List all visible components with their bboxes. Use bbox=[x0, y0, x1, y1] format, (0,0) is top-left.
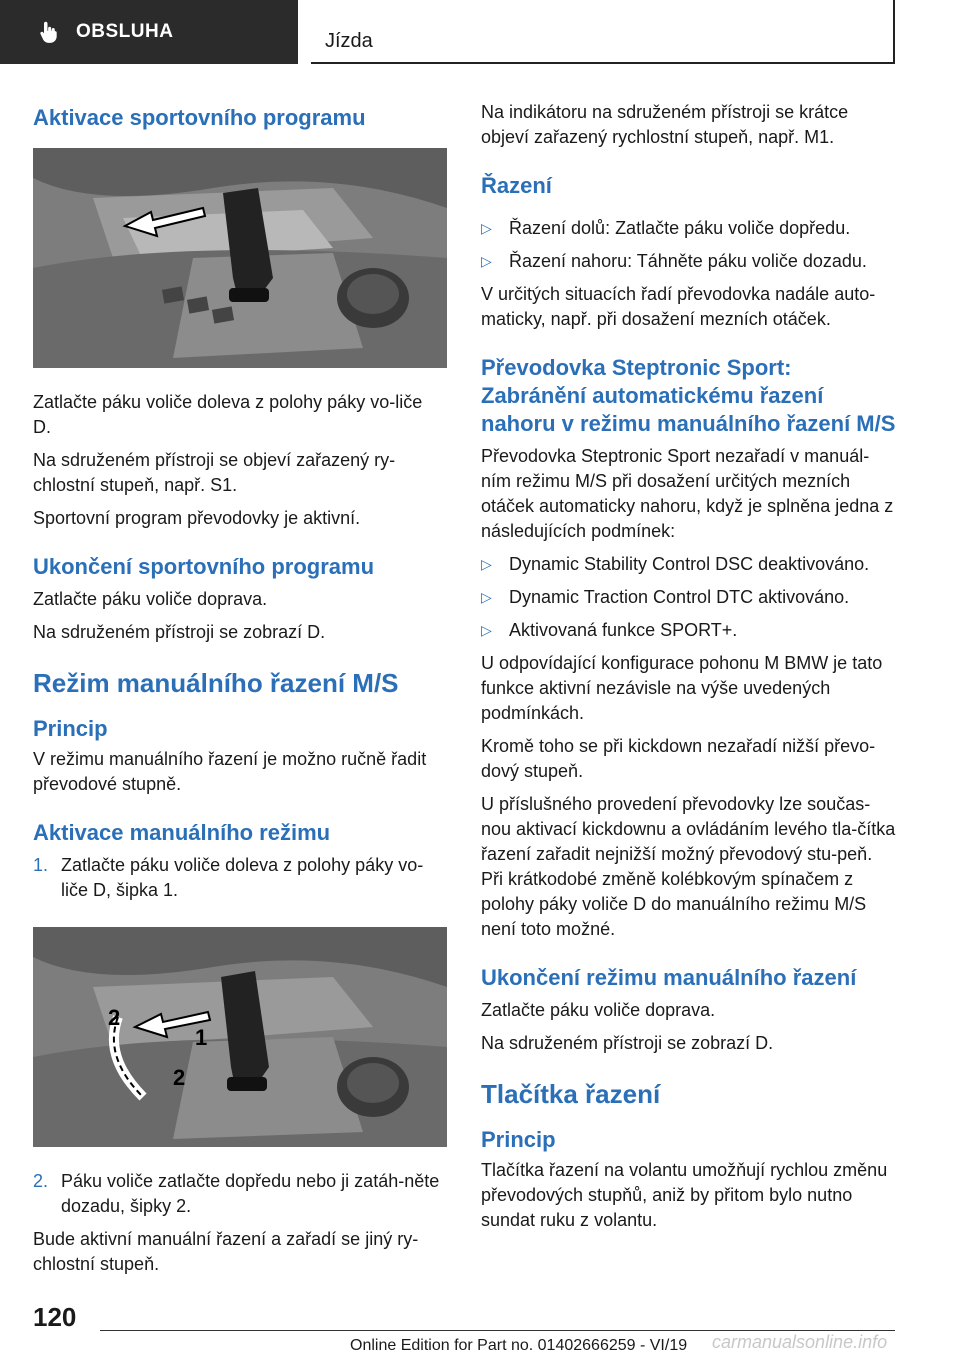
footer-divider bbox=[100, 1330, 895, 1331]
heading-manual-mode: Režim manuálního řazení M/S bbox=[33, 668, 399, 698]
section-tab[interactable] bbox=[0, 0, 298, 64]
steps-list-1 bbox=[33, 853, 445, 903]
heading-end-manual: Ukončení režimu manuálního řazení bbox=[481, 965, 857, 990]
edition-text: Online Edition for Part no. 01402666259 - VI/19 bbox=[350, 1337, 688, 1354]
para-push-right-2: Zatlačte páku voliče doprava. bbox=[481, 1000, 716, 1020]
heading-steptronic: Převodovka Steptronic Sport: Zabránění automatickému řazení nahoru v režimu manuálního řazení M/S bbox=[481, 355, 896, 436]
conditions-list bbox=[481, 552, 897, 643]
heading-shift-paddles: Tlačítka řazení bbox=[481, 1079, 661, 1109]
para-kickdown-lowest: U příslušného provedení převodovky lze součas-nou aktivací kickdownu a ovládáním levého tla-čítka řazení zařadit nejnižší možný převodový stu-peň. Při krátkodobé změně kolébkovým spínačem z polohy páky voliče D do manuálního režimu M/S není toto možné. bbox=[481, 794, 896, 939]
heading-sport-activation: Aktivace sportovního programu bbox=[33, 105, 366, 130]
gear-selector-photo-2 bbox=[33, 927, 447, 1147]
bullet-triangle-icon: ▷ bbox=[481, 589, 492, 605]
heading-activate-manual: Aktivace manuálního režimu bbox=[33, 820, 331, 845]
step-text: Zatlačte páku voliče doleva z polohy páky vo-liče D, šipka 1. bbox=[61, 855, 424, 900]
page-number: 120 bbox=[33, 1302, 77, 1332]
hand-pointer-icon bbox=[36, 19, 62, 45]
bullet-triangle-icon: ▷ bbox=[481, 220, 492, 236]
chapter-label: Jízda bbox=[325, 30, 373, 52]
para-sport-active: Sportovní program převodovky je aktivní. bbox=[33, 508, 361, 528]
chapter-header bbox=[311, 0, 895, 64]
para-paddles-principle: Tlačítka řazení na volantu umožňují rychlou změnu převodových stupňů, aniž by přitom bylo nutno sundat ruku z volantu. bbox=[481, 1160, 888, 1230]
left-column bbox=[33, 100, 445, 1277]
photo-label-2b: 2 bbox=[173, 1065, 186, 1090]
para-m-config: U odpovídající konfigurace pohonu M BMW je tato funkce aktivní nezávisle na výše uvedených podmínkách. bbox=[481, 653, 883, 723]
step-number: 2. bbox=[33, 1171, 49, 1191]
list-item: ▷ Řazení nahoru: Táhněte páku voliče dozadu. bbox=[481, 249, 897, 274]
step-text: Páku voliče zatlačte dopředu nebo ji zatáh-něte dozadu, šipky 2. bbox=[61, 1171, 440, 1216]
photo-label-1: 1 bbox=[195, 1025, 208, 1050]
para-manual-principle: V režimu manuálního řazení je možno ručně řadit převodové stupně. bbox=[33, 749, 427, 794]
heading-principle-2: Princip bbox=[481, 1127, 556, 1152]
gear-selector-photo-1 bbox=[33, 148, 447, 368]
para-steptronic-conditions: Převodovka Steptronic Sport nezařadí v manuál-ním režimu M/S při dosažení určitých mezních otáček automaticky nahoru, když je splněna jedna z následujících podmínek: bbox=[481, 446, 894, 541]
para-cluster-shows-d: Na sdruženém přístroji se zobrazí D. bbox=[33, 622, 326, 642]
shift-list bbox=[481, 216, 897, 274]
heading-shifting: Řazení bbox=[481, 173, 552, 198]
right-column bbox=[481, 100, 897, 1233]
bullet-triangle-icon: ▷ bbox=[481, 253, 492, 269]
step-number: 1. bbox=[33, 855, 49, 875]
list-item: ▷ Aktivovaná funkce SPORT+. bbox=[481, 618, 897, 643]
list-item bbox=[33, 853, 445, 903]
list-item: ▷ Řazení dolů: Zatlačte páku voliče dopředu. bbox=[481, 216, 897, 241]
list-item: ▷ Dynamic Traction Control DTC aktivováno. bbox=[481, 585, 897, 610]
para-push-left: Zatlačte páku voliče doleva z polohy páky vo-liče D. bbox=[33, 392, 423, 437]
section-label: OBSLUHA bbox=[76, 21, 174, 42]
para-kickdown: Kromě toho se při kickdown nezařadí nižší převo-dový stupeň. bbox=[481, 736, 876, 781]
para-manual-active: Bude aktivní manuální řazení a zařadí se jiný ry-chlostní stupeň. bbox=[33, 1229, 419, 1274]
para-cluster-shows-d-2: Na sdruženém přístroji se zobrazí D. bbox=[481, 1033, 774, 1053]
list-item: ▷ Dynamic Stability Control DSC deaktivováno. bbox=[481, 552, 897, 577]
para-push-right: Zatlačte páku voliče doprava. bbox=[33, 589, 268, 609]
photo-label-2a: 2 bbox=[108, 1005, 121, 1030]
para-indicator-m1: Na indikátoru na sdruženém přístroji se krátce objeví zařazený rychlostní stupeň, např. M1. bbox=[481, 102, 849, 147]
list-item bbox=[33, 1169, 445, 1219]
heading-end-sport: Ukončení sportovního programu bbox=[33, 554, 375, 579]
steps-list-2 bbox=[33, 1169, 445, 1219]
para-cluster-shows-s1: Na sdruženém přístroji se objeví zařazený ry-chlostní stupeň, např. S1. bbox=[33, 450, 396, 495]
heading-principle: Princip bbox=[33, 716, 108, 741]
watermark: carmanualsonline.info bbox=[712, 1332, 888, 1352]
bullet-triangle-icon: ▷ bbox=[481, 622, 492, 638]
bullet-triangle-icon: ▷ bbox=[481, 556, 492, 572]
para-auto-shift: V určitých situacích řadí převodovka nadále auto-maticky, např. při dosažení mezních otáček. bbox=[481, 284, 876, 329]
